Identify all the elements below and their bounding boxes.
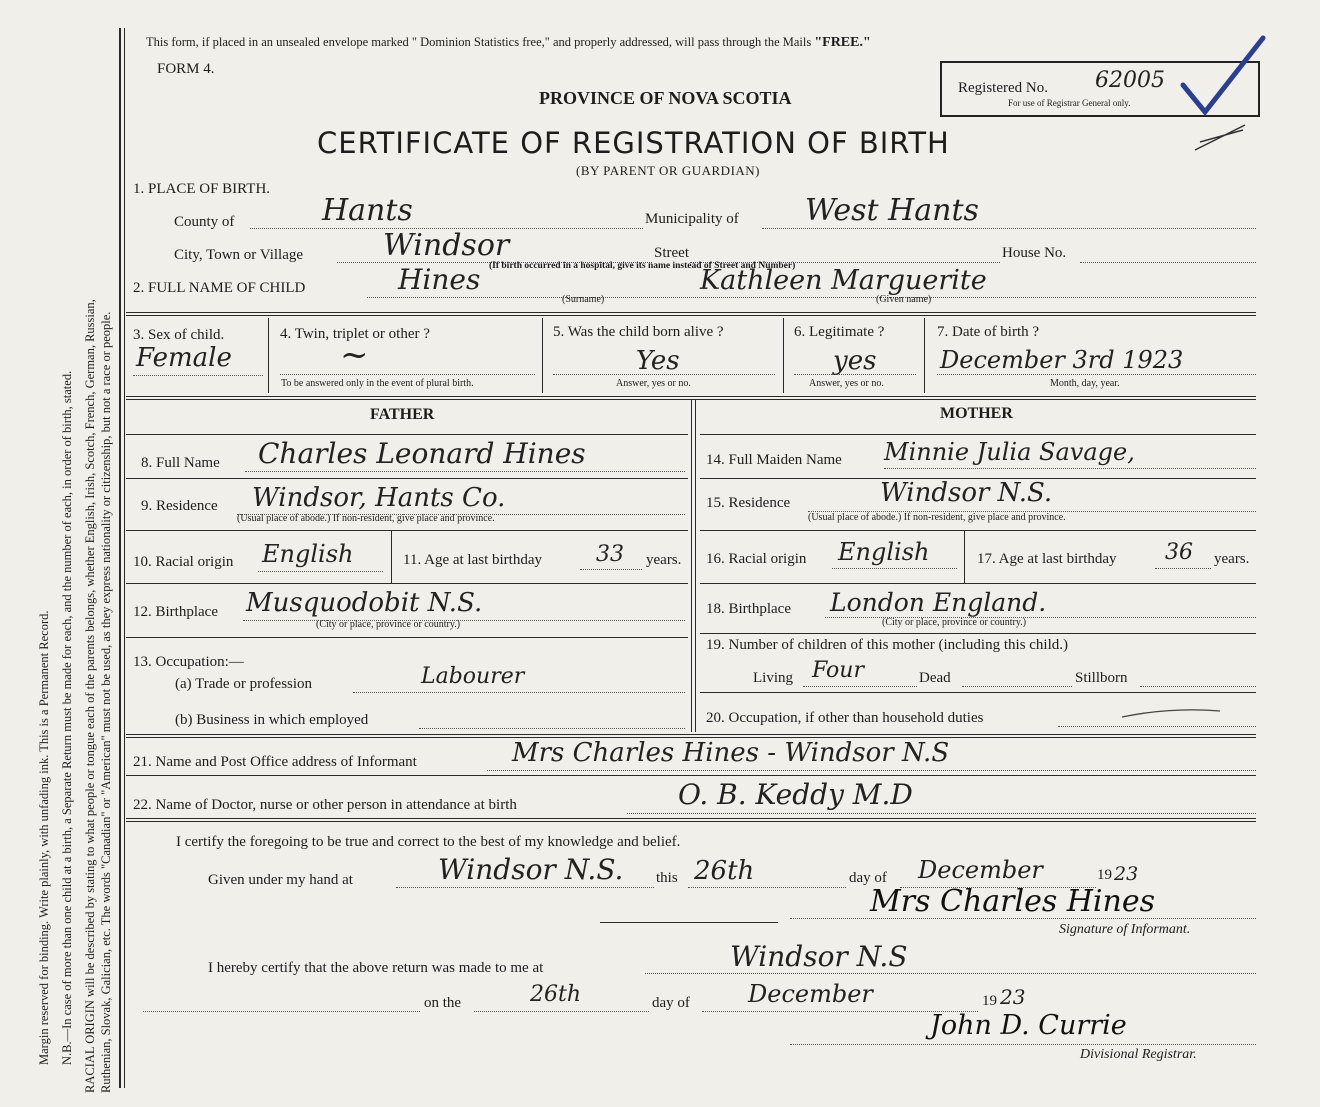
father-age-unit: years. (646, 552, 682, 568)
margin-note-3: RACIAL ORIGIN will be described by stating to what people or tongue each of the parents belongs, whether English, Irish, Scotch, French, German, Russian, (83, 299, 97, 1093)
dob-value: December 3rd 1923 (940, 346, 1184, 374)
street-label: Street (654, 245, 689, 261)
municipality-label: Municipality of (645, 211, 739, 227)
given-place-value: Windsor N.S. (438, 853, 624, 886)
twin-label: 4. Twin, triplet or other ? (280, 326, 430, 342)
living-label: Living (753, 670, 793, 686)
father-residence-label: 9. Residence (141, 498, 218, 514)
alive-note: Answer, yes or no. (616, 378, 691, 389)
mother-birthplace-note: (City or place, province or country.) (882, 617, 1027, 628)
dob-label: 7. Date of birth ? (937, 324, 1040, 340)
registrar-signature: John D. Currie (930, 1010, 1127, 1041)
margin-note-4: Ruthenian, Slovak, Galician, etc. The words "Canadian" or "American" must not be used, as they express nationality or citizenship, but not a race or people. (99, 311, 113, 1093)
informant-value: Mrs Charles Hines - Windsor N.S (512, 738, 950, 768)
day-of-label: day of (849, 870, 887, 886)
on-the-label: on the (424, 995, 462, 1011)
father-heading: FATHER (370, 406, 435, 423)
legitimate-label: 6. Legitimate ? (794, 324, 885, 340)
mother-residence-value: Windsor N.S. (880, 478, 1053, 508)
stillborn-label: Stillborn (1075, 670, 1128, 686)
doctor-label: 22. Name of Doctor, nurse or other person in attendance at birth (133, 797, 517, 813)
father-business-label: (b) Business in which employed (175, 712, 369, 728)
mother-name-label: 14. Full Maiden Name (706, 452, 842, 468)
reg-day-value: 26th (530, 982, 582, 1007)
father-age-value: 33 (596, 542, 624, 567)
dash-stroke (1120, 705, 1225, 721)
mother-residence-label: 15. Residence (706, 495, 791, 511)
sex-value: Female (136, 343, 232, 373)
father-birthplace-value: Musquodobit N.S. (246, 588, 483, 618)
checkmark-icon (1175, 30, 1270, 160)
mother-residence-note: (Usual place of abode.) If non-resident, give place and province. (808, 512, 1066, 523)
municipality-value: West Hants (805, 193, 979, 228)
mother-occupation-label: 20. Occupation, if other than household duties (706, 710, 984, 726)
father-residence-value: Windsor, Hants Co. (252, 483, 506, 513)
father-trade-label: (a) Trade or profession (175, 676, 313, 692)
legitimate-value: yes (833, 346, 877, 376)
reg-day-of-label: day of (652, 995, 690, 1011)
father-name-value: Charles Leonard Hines (258, 437, 586, 470)
mother-heading: MOTHER (940, 405, 1013, 422)
mother-age-unit: years. (1214, 551, 1250, 567)
mail-note (146, 35, 871, 51)
surname-value: Hines (398, 263, 481, 296)
living-value: Four (812, 658, 864, 683)
twin-value: ~ (340, 335, 369, 375)
father-age-label: 11. Age at last birthday (403, 552, 542, 568)
province-title: PROVINCE OF NOVA SCOTIA (539, 88, 792, 108)
mother-birthplace-value: London England. (830, 588, 1047, 617)
mother-racial-label: 16. Racial origin (706, 551, 807, 567)
day-value: 26th (694, 856, 755, 886)
mail-note-text: This form, if placed in an unsealed envelope marked " Dominion Statistics free," and properly addressed, will pass through the Mails (146, 35, 812, 49)
mother-children-label: 19. Number of children of this mother (including this child.) (706, 637, 1069, 653)
doctor-value: O. B. Keddy M.D (678, 778, 913, 811)
this-label: this (656, 870, 678, 886)
given-name-value: Kathleen Marguerite (700, 265, 987, 296)
father-racial-value: English (262, 540, 354, 568)
document-subtitle: (BY PARENT OR GUARDIAN) (576, 163, 761, 178)
dead-label: Dead (919, 670, 951, 686)
father-occupation-label: 13. Occupation:— (133, 654, 244, 670)
city-label: City, Town or Village (174, 247, 304, 263)
alive-value: Yes (636, 346, 680, 376)
reg-month-value: December (748, 980, 873, 1008)
registered-number: 62005 (1095, 68, 1165, 93)
hospital-note: (If birth occurred in a hospital, give its name instead of Street and Number) (489, 261, 796, 271)
mother-racial-value: English (838, 538, 930, 566)
surname-note: (Surname) (562, 294, 605, 305)
sex-label: 3. Sex of child. (133, 327, 225, 343)
county-value: Hants (322, 193, 413, 228)
registered-label: Registered No. (958, 80, 1048, 96)
mother-name-value: Minnie Julia Savage, (884, 438, 1135, 466)
house-label: House No. (1002, 245, 1067, 261)
city-value: Windsor (383, 228, 510, 263)
given-name-note: (Given name) (876, 294, 932, 305)
month-value: December (918, 856, 1043, 884)
informant-signature: Mrs Charles Hines (870, 884, 1155, 919)
father-name-label: 8. Full Name (141, 455, 220, 471)
father-residence-note: (Usual place of abode.) If non-resident, give place and province. (237, 513, 495, 524)
year-prefix: 19 (1097, 867, 1112, 883)
father-birthplace-note: (City or place, province or country.) (316, 619, 461, 630)
margin-note-1: Margin reserved for binding. Write plainly, with unfading ink. This is a Permanent Record. (37, 610, 51, 1065)
mail-free: "FREE." (814, 35, 871, 50)
registrar-place-value: Windsor N.S (730, 940, 908, 973)
father-birthplace-label: 12. Birthplace (133, 604, 218, 620)
registrar-statement: I hereby certify that the above return was made to me at (208, 960, 544, 976)
registrar-label: Divisional Registrar. (1080, 1047, 1197, 1062)
margin-note-2: N.B.—In case of more than one child at a birth, a Separate Return must be made for each, and the number of each, in order of birth, stated. (60, 370, 74, 1065)
county-label: County of (174, 214, 235, 230)
mother-birthplace-label: 18. Birthplace (706, 601, 791, 617)
mother-age-value: 36 (1165, 540, 1193, 565)
document-title: CERTIFICATE OF REGISTRATION OF BIRTH (317, 126, 950, 160)
form-number: FORM 4. (157, 61, 215, 77)
registrar-use-note: For use of Registrar General only. (1008, 98, 1131, 108)
certify-statement: I certify the foregoing to be true and correct to the best of my knowledge and belief. (176, 834, 681, 850)
reg-year-value: 23 (1000, 985, 1026, 1009)
legitimate-note: Answer, yes or no. (809, 378, 884, 389)
child-name-label: 2. FULL NAME OF CHILD (133, 280, 306, 296)
reg-year-prefix: 19 (982, 993, 997, 1009)
mother-age-label: 17. Age at last birthday (977, 551, 1117, 567)
signature-label: Signature of Informant. (1059, 922, 1191, 937)
year-value: 23 (1114, 863, 1139, 885)
father-trade-value: Labourer (421, 664, 525, 689)
alive-label: 5. Was the child born alive ? (553, 324, 724, 340)
twin-note: To be answered only in the event of plural birth. (281, 378, 474, 389)
father-racial-label: 10. Racial origin (133, 554, 234, 570)
dob-note: Month, day, year. (1050, 378, 1120, 389)
given-under-label: Given under my hand at (208, 872, 353, 888)
place-of-birth-label: 1. PLACE OF BIRTH. (133, 181, 271, 197)
informant-label: 21. Name and Post Office address of Informant (133, 754, 417, 770)
